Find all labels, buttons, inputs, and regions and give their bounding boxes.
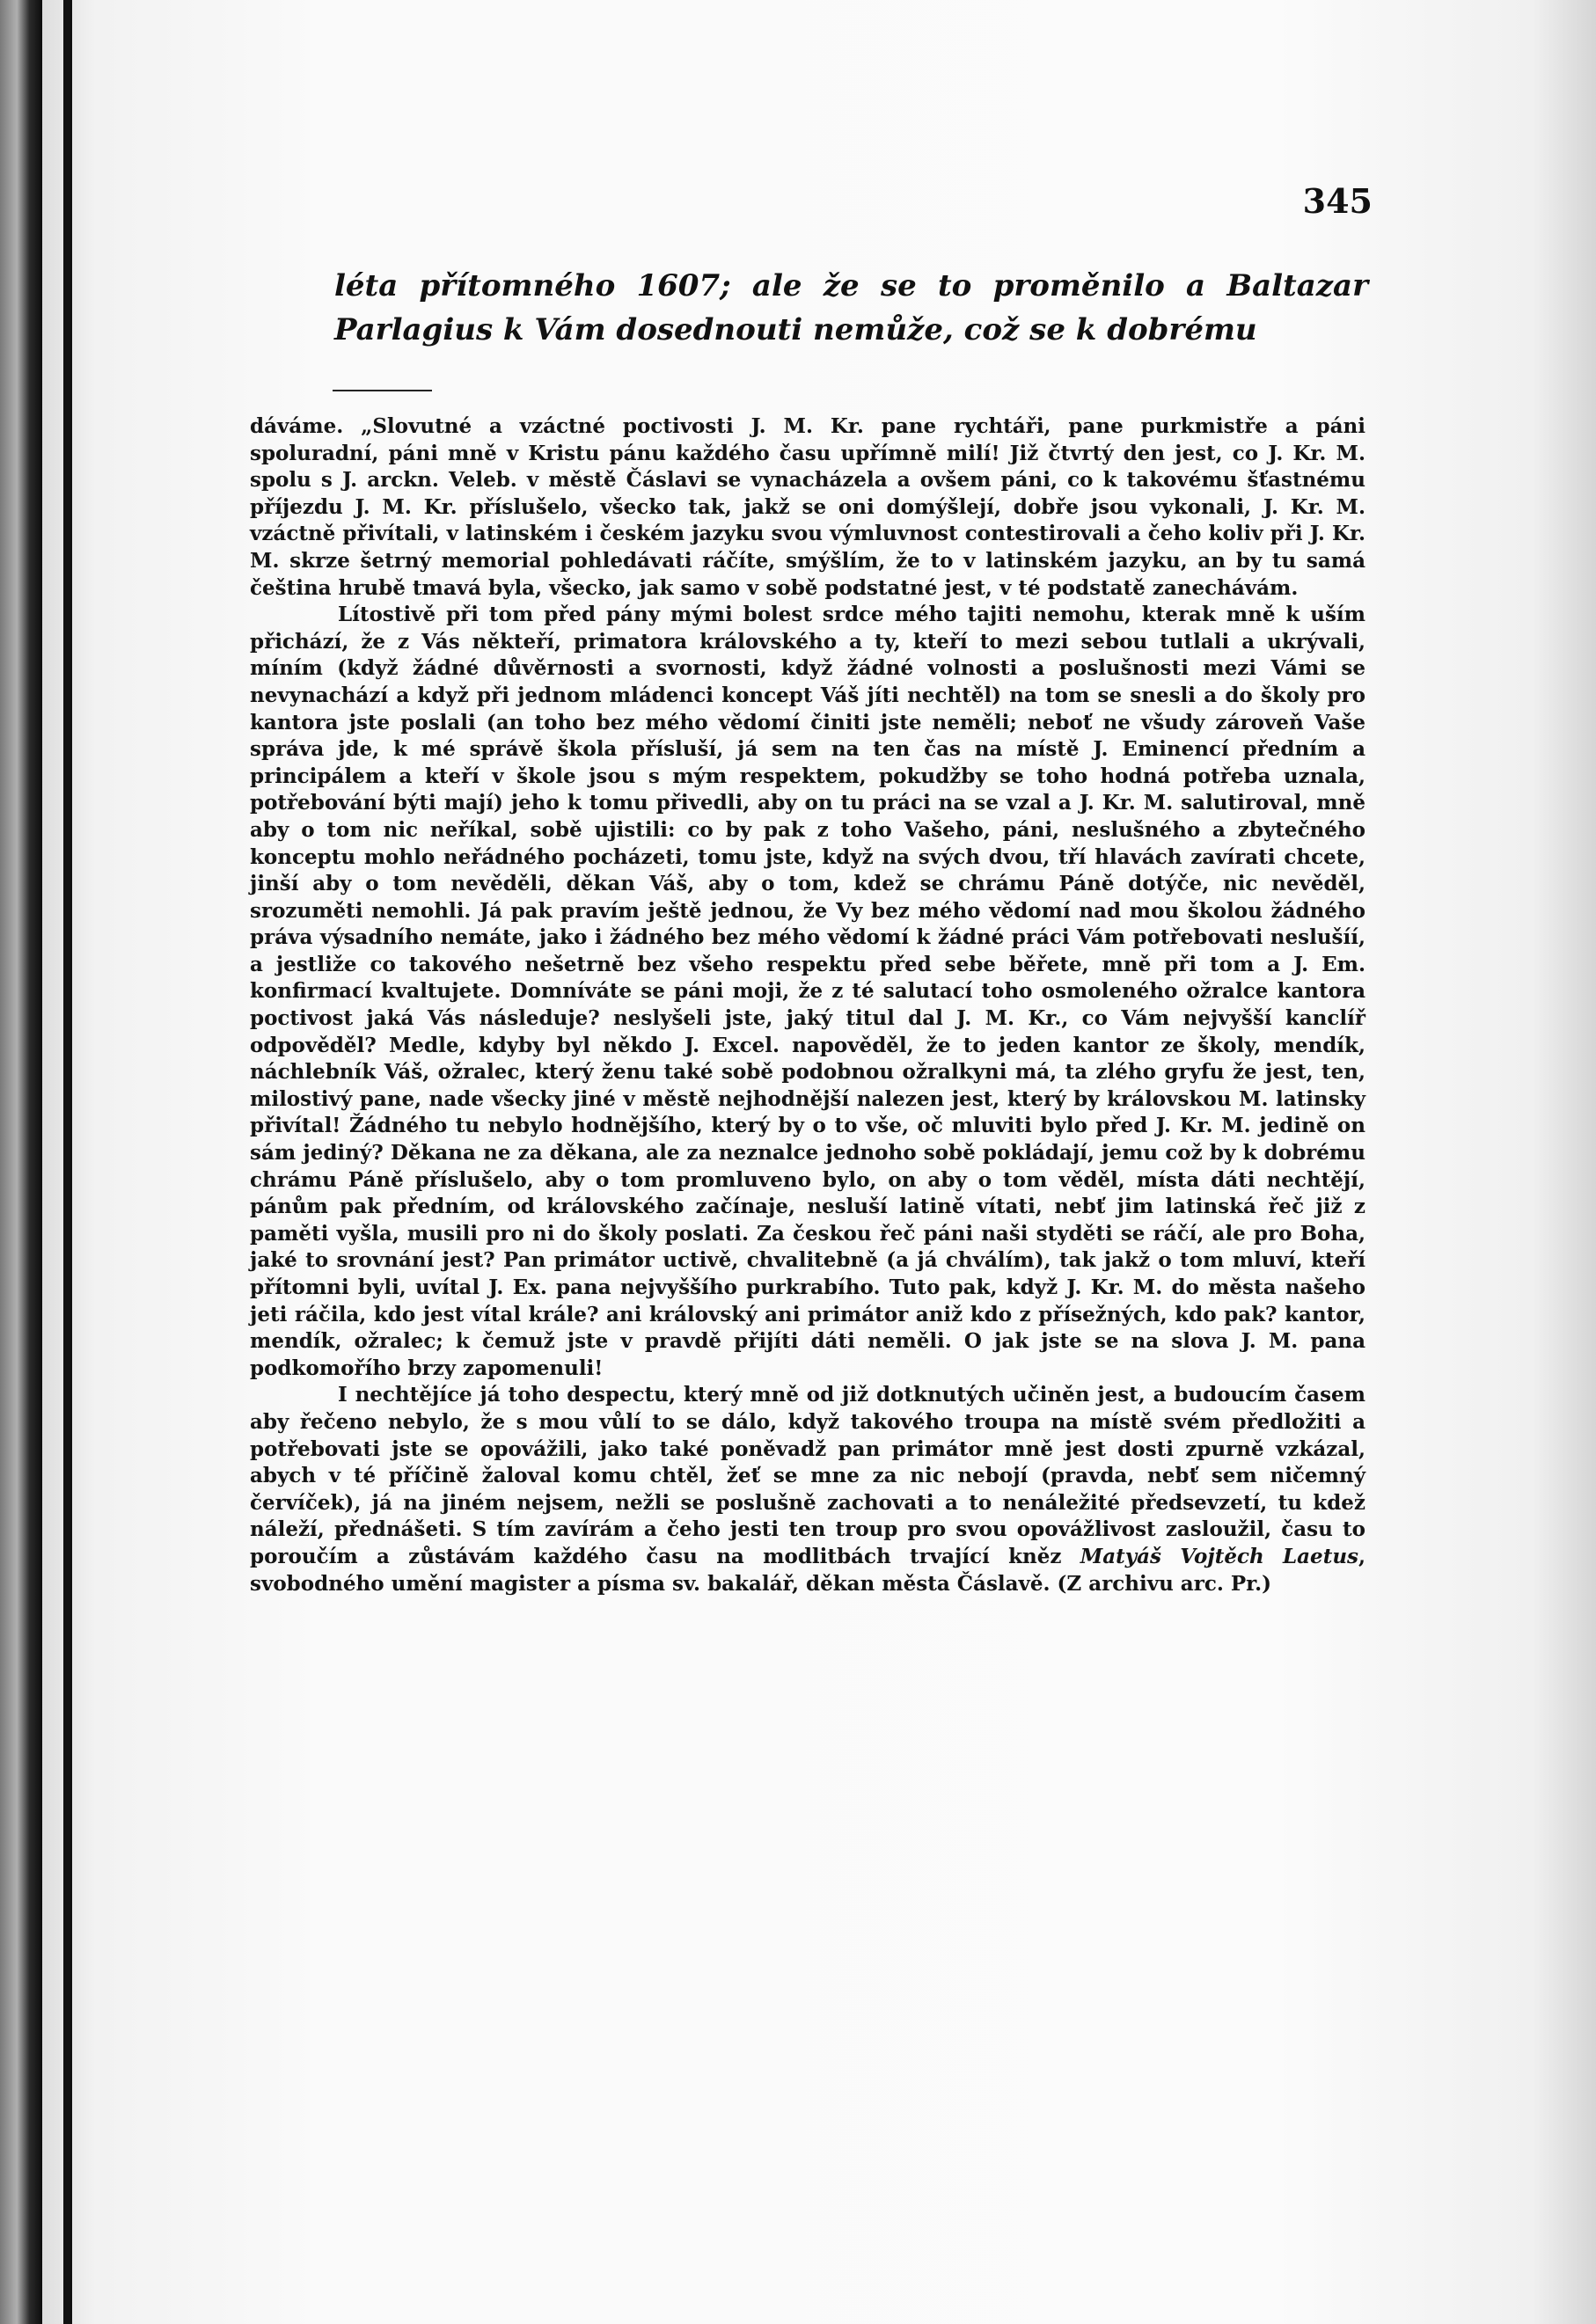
italic-heading: léta přítomného 1607; ale že se to proměnilo a Baltazar Parlagius k Vám dosednouti nemůže, což se k dobrému xyxy=(334,268,1368,347)
paragraph-1: dáváme. „Slovutné a vzáctné poctivosti J. M. Kr. pane rychtáři, pane purkmistře a páni spoluradní, páni mně v Kristu pánu každého času upřímně milí! Již čtvrtý den jest, co J. Kr. M. spolu s J. arckn. Veleb. v městě Čáslavi se vynacházela a ovšem páni, co k takovému šťastnému příjezdu J. M. Kr. příslušelo, všecko tak, jakž se oni domýšlejí, dobře jsou vykonali, J. Kr. M. vzáctně přivítali, v latinském i českém jazyku svou výmluvnost contestirovali a čeho koliv při J. Kr. M. skrze šetrný memorial pohledávati ráčíte, smýšlím, že to v latinském jazyku, an by tu samá čeština hrubě tmavá byla, všecko, jak samo v sobě podstatné jest, v té podstatě zanechávám. xyxy=(250,414,1365,600)
page-number: 345 xyxy=(1302,181,1373,221)
signature-name: Matyáš Vojtěch Laetus xyxy=(1080,1544,1358,1568)
paragraph-3 xyxy=(250,1382,1365,1597)
section-divider xyxy=(333,390,432,391)
body-text xyxy=(250,413,1365,1597)
paragraph-2: Lítostivě při tom před pány mými bolest srdce mého tajiti nemohu, kterak mně k uším přichází, že z Vás někteří, primatora královského a ty, kteří to mezi sebou tutlali a ukrývali, míním (když žádné důvěrnosti a svornosti, když žádné volnosti a poslušnosti mezi Vámi se nevynachází a když při jednom mládenci koncept Váš jíti nechtěl) na tom se snesli a do školy pro kantora jste poslali (an toho bez mého vědomí činiti jste neměli; neboť ne všudy zároveň Vaše správa jde, k mé správě škola přísluší, já sem na ten čas na místě J. Eminencí předním a principálem a kteří v škole jsou s mým respektem, pokudžby se toho hodná potřeba uznala, potřebování býti mají) jeho k tomu přivedli, aby on tu práci na se vzal a J. Kr. M. salutiroval, mně aby o tom nic neříkal, sobě ujistili: co by pak z toho Vašeho, páni, neslušného a zbytečného konceptu mohlo neřádného pocházeti, tomu jste, když na svých dvou, tří hlavách zavírati chcete, jinší aby o tom nevěděli, děkan Váš, aby o tom, kdež se chrámu Páně dotýče, nic nevěděl, srozuměti nemohli. Já pak pravím ještě jednou, že Vy bez mého vědomí nad mou školou žádného práva výsadního nemáte, jako i žádného bez mého vědomí k žádné práci Vám potřebovati neslušíí, a jestliže co takového nešetrně bez všeho respektu před sebe běřete, mně při tom a J. Em. konfirmací kvaltujete. Domníváte se páni moji, že z té salutací toho osmoleného ožralce kantora poctivost jaká Vás následuje? neslyšeli jste, jaký titul dal J. M. Kr., co Vám nejvyšší kanclíř odpověděl? Medle, kdyby byl někdo J. Excel. napověděl, že to jeden kantor ze školy, mendík, náchlebník Váš, ožralec, který ženu také sobě podobnou ožralkyni má, ta zlého gryfu že jest, ten, milostivý pane, nade všecky jiné v městě nejhodnější nalezen jest, který by královskou M. latinsky přivítal! Žádného tu nebylo hodnějšího, který by o to vše, oč mluviti bylo před J. Kr. M. jedině on sám jediný? Děkana ne za děkana, ale za neznalce jednoho sobě pokládají, jemu což by k dobrému chrámu Páně příslušelo, aby o tom promluveno bylo, on aby o tom věděl, místa dáti nechtějí, pánům pak předním, od královského začínaje, nesluší latině vítati, nebť jim latinská řeč již z paměti vyšla, musili pro ni do školy poslati. Za českou řeč páni naši styděti se ráčí, ale pro Boha, jaké to srovnání jest? Pan primátor uctivě, chvalitebně (a já chválím), tak jakž o tom mluví, kteří přítomni byli, uvítal J. Ex. pana nejvyššího purkrabího. Tuto pak, když J. Kr. M. do města našeho jeti ráčila, kdo jest vítal krále? ani královský ani primátor aniž kdo z přísežných, kdo pak? kantor, mendík, ožralec; k čemuž jste v pravdě přijíti dáti neměli. O jak jste se na slova J. M. pana podkomořího brzy zapomenuli! xyxy=(250,603,1365,1380)
paragraph-3-closing: , svobodného umění magister a písma sv. bakalář, děkan města Čáslavě. (Z archivu arc. Pr.) xyxy=(250,1544,1366,1596)
paragraph-3-text: I nechtějíce já toho despectu, který mně od již dotknutých učiněn jest, a budoucím časem aby řečeno nebylo, že s mou vůlí to se dálo, když takového troupa na místě svém předložiti a potřebovati jste se opovážili, jako také poněvadž pan primátor mně jest dosti zpurně vzkázal, abych v té příčině žaloval komu chtěl, žeť se mne za nic nebojí (pravda, nebť sem ničemný červíček), já na jiném nejsem, nežli se poslušně zachovati a to nenáležité předsevzetí, tu kdež náleží, přednášeti. S tím zavírám a čeho jesti ten troup pro svou opovážlivost zasloužil, času to poroučím a zůstávám každého času na modlitbách trvající kněz xyxy=(250,1383,1365,1568)
gutter-line xyxy=(63,0,72,2324)
book-gutter-shadow xyxy=(0,0,42,2324)
